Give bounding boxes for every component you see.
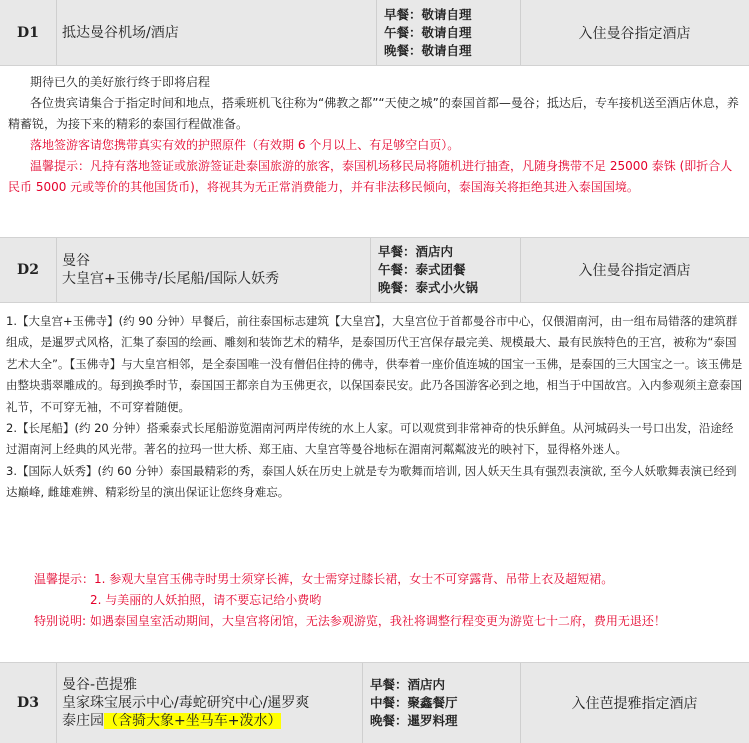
warm-tip: 2. 与美丽的人妖拍照，请不要忘记给小费哟 bbox=[90, 593, 322, 607]
itinerary-item-grand-palace: 1.【大皇宫+玉佛寺】(约 90 分钟）早餐后，前往泰国标志建筑【大皇宫】，大皇宫位于首都曼谷市中心，仅偎湄南河，由一组布局错落的建筑群组成，是暹罗式风格，汇集了泰国的绘画、雕刻和装饰艺术的精华，是泰国历代王宫保存最完美、规模最大、最有民族特色的王宫，被称为“泰国艺术大全”。【玉佛寺】与大皇宫相邻，是全泰国唯一没有僧侣住持的佛寺，供奉着一座价值连城的国宝一玉佛，是泰国的三大国宝之一。该玉佛是由整块翡翠雕成的。每到换季时节，泰国国王都亲自为玉佛更衣，以保国泰民安。此乃各国游客必到之地，相当于中国故宫。入内参观须主意泰国礼节，不可穿无袖，不可穿着随便。 bbox=[6, 314, 743, 414]
special-note: 特别说明: 如遇泰国皇室活动期间，大皇宫将闭馆，无法参观游览，我社将调整行程变更为游览七十二府，费用无退还！ bbox=[34, 614, 666, 628]
divider bbox=[370, 238, 371, 302]
day-tips-d2 bbox=[0, 569, 749, 632]
meal-breakfast: 早餐：敬请自理 bbox=[384, 6, 472, 22]
warm-tip: 温馨提示：1. 参观大皇宫玉佛寺时男士须穿长裤，女士需穿过膝长裙，女士不可穿露背、吊带上衣及超短裙。 bbox=[34, 572, 614, 586]
meals bbox=[384, 0, 472, 65]
meal-lunch: 中餐：聚鑫餐厅 bbox=[370, 695, 458, 710]
day-header-d2 bbox=[0, 237, 749, 303]
itinerary-item-ladyboy-show: 3.【国际人妖秀】(约 60 分钟）泰国最精彩的秀，泰国人妖在历史上就是专为歌舞而培训, 因人妖天生具有强烈表演欲, 至今人妖歌舞表演已经到达巅峰, 雌雄难辨、精彩纷呈的演出保证让您终身难忘。 bbox=[6, 463, 737, 500]
day-label: D1 bbox=[17, 24, 39, 41]
divider bbox=[56, 663, 57, 743]
day-title-line: 泰庄园（含骑大象+坐马车+泼水） bbox=[62, 713, 282, 729]
day-title bbox=[62, 238, 352, 302]
paragraph: 各位贵宾请集合于指定时间和地点，搭乘班机飞往称为“佛教之都”“天使之城”的泰国首都—曼谷；抵达后，专车接机送至酒店休息，养精蓄锐，为接下来的精彩的泰国行程做准备。 bbox=[8, 96, 739, 131]
meal-lunch: 午餐：泰式团餐 bbox=[378, 262, 466, 277]
day-title-line: 曼谷 bbox=[62, 253, 90, 269]
warm-tip: 温馨提示：凡持有落地签证或旅游签证赴泰国旅游的旅客，泰国机场移民局将随机进行抽查，凡随身携带不足 25000 泰铢 (即折合人民币 5000 元或等价的其他国货币)，将视其为无正常消费能力，并有非法移民倾向，泰国海关将拒绝其进入泰国国境。 bbox=[8, 159, 733, 194]
day-label: D2 bbox=[17, 262, 39, 278]
day-title-line: 大皇宫+玉佛寺/长尾船/国际人妖秀 bbox=[62, 271, 280, 287]
meals bbox=[378, 238, 478, 302]
day-body-d2 bbox=[0, 311, 749, 504]
meal-dinner: 晚餐：敬请自理 bbox=[384, 42, 472, 58]
divider bbox=[56, 238, 57, 302]
day-title bbox=[62, 0, 352, 65]
itinerary-item-longtail-boat: 2.【长尾船】(约 20 分钟）搭乘泰式长尾船游览湄南河两岸传统的水上人家。可以观赏到非常神奇的快乐鲜鱼。从河城码头一号口出发，沿途经过湄南河上经典的风光带。著名的拉玛一世大桥、郑王庙、大皇宫等曼谷地标在湄南河粼粼波光的映衬下，显得格外迷人。 bbox=[6, 421, 734, 457]
hotel-info: 入住曼谷指定酒店 bbox=[578, 263, 691, 279]
highlight-inclusions: （含骑大象+坐马车+泼水） bbox=[104, 713, 282, 729]
visa-notice: 落地签游客请您携带真实有效的护照原件（有效期 6 个月以上、有足够空白页）。 bbox=[30, 138, 460, 152]
hotel-info: 入住芭提雅指定酒店 bbox=[571, 696, 698, 712]
divider bbox=[56, 0, 57, 65]
paragraph: 期待已久的美好旅行终于即将启程 bbox=[30, 75, 211, 89]
day-title bbox=[62, 663, 362, 743]
day-title-line: 抵达曼谷机场/酒店 bbox=[62, 24, 179, 41]
day-title-line: 曼谷-芭提雅 bbox=[62, 677, 138, 693]
day-body-d1 bbox=[0, 72, 749, 198]
meal-dinner: 晚餐：暹罗料理 bbox=[370, 713, 458, 728]
meal-breakfast: 早餐：酒店内 bbox=[370, 677, 446, 692]
day-header-d1 bbox=[0, 0, 749, 66]
meal-breakfast: 早餐：酒店内 bbox=[378, 244, 454, 259]
day-header-d3 bbox=[0, 662, 749, 743]
hotel-info: 入住曼谷指定酒店 bbox=[578, 25, 691, 42]
meal-dinner: 晚餐：泰式小火锅 bbox=[378, 280, 479, 295]
meal-lunch: 午餐：敬请自理 bbox=[384, 24, 472, 40]
day-title-line: 皇家珠宝展示中心/毒蛇研究中心/暹罗爽 bbox=[62, 695, 310, 711]
divider bbox=[376, 0, 377, 65]
day-label: D3 bbox=[17, 695, 39, 711]
meals bbox=[370, 663, 458, 743]
divider bbox=[362, 663, 363, 743]
